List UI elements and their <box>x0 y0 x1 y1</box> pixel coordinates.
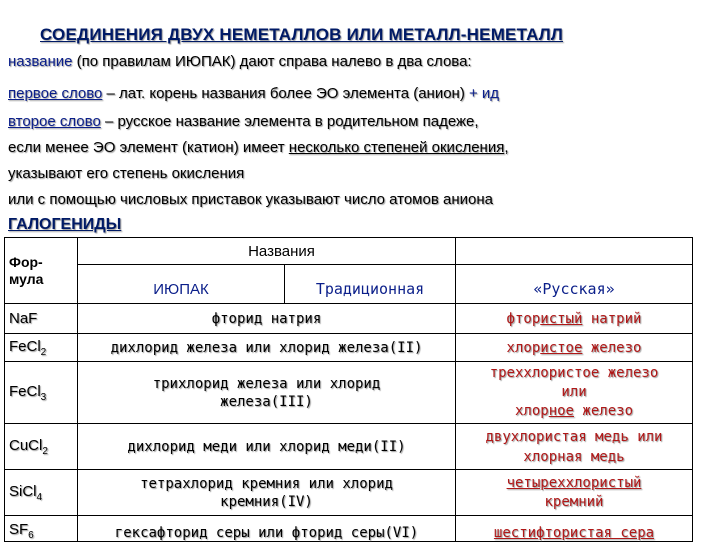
page-title: СОЕДИНЕНИЯ ДВУХ НЕМЕТАЛЛОВ ИЛИ МЕТАЛЛ-НЕМЕТАЛЛ <box>40 25 564 44</box>
names-header: Названия <box>78 238 456 265</box>
formula-header: Фор- мула <box>5 238 78 304</box>
russian-suffix: истое <box>540 339 583 356</box>
traditional-column-header: Традиционная <box>285 265 456 304</box>
formula-subscript: 3 <box>40 391 47 403</box>
second-word-label: второе слово <box>8 113 101 130</box>
russian-cell <box>456 424 693 470</box>
russian-rest: железо <box>582 339 642 356</box>
names-header-right <box>456 238 693 265</box>
halides-table <box>4 237 693 542</box>
russian-root: хлор <box>506 339 541 356</box>
formula-cell <box>5 516 78 542</box>
russian-root: хлор <box>514 403 549 419</box>
formula-base: FeCl <box>9 382 41 400</box>
russian-line <box>456 402 692 421</box>
name-word: название <box>8 53 73 70</box>
russian-root: фтор <box>506 310 541 327</box>
formula-cell <box>5 424 78 470</box>
russian-line: хлорная медь <box>523 448 625 465</box>
oxidation-line <box>8 139 509 156</box>
russian-cell <box>456 362 693 424</box>
russian-cell <box>456 334 693 362</box>
first-word-text: – лат. корень названия более ЭО элемента (анион) <box>102 85 469 102</box>
russian-cell <box>456 470 693 516</box>
russian-rest: натрий <box>582 310 642 327</box>
section-title: ГАЛОГЕНИДЫ <box>8 216 122 233</box>
formula-base: SiCl <box>9 482 37 500</box>
formula-base: FeCl <box>9 337 41 355</box>
formula-base: CuCl <box>9 436 43 454</box>
oxidation-end: , <box>504 139 509 156</box>
table-row <box>5 334 693 362</box>
russian-line: треххлористое железо <box>489 365 659 381</box>
second-word-line <box>8 113 479 130</box>
first-word-label: первое слово <box>8 85 103 102</box>
table-row <box>5 304 693 334</box>
indicate-line: указывают его степень окисления <box>8 165 245 182</box>
iupac-traditional-cell: фторид натрия <box>78 304 456 334</box>
table-row <box>5 516 693 542</box>
iupac-traditional-cell: дихлорид меди или хлорид меди(II) <box>78 424 456 470</box>
russian-line: четыреххлористый <box>506 474 642 491</box>
table-row <box>5 470 693 516</box>
russian-rest: железо <box>574 403 634 419</box>
prefix-line: или с помощью числовых приставок указывают число атомов аниона <box>8 191 493 208</box>
first-word-suffix: + ид <box>469 85 500 102</box>
russian-line: шестифтористая сера <box>493 525 655 541</box>
oxidation-underlined: несколько степеней окисления <box>288 139 505 156</box>
russian-line: или <box>561 384 587 400</box>
formula-base: SF <box>9 521 29 538</box>
iupac-traditional-cell: трихлорид железа или хлорид железа(III) <box>78 362 456 424</box>
formula-subscript: 6 <box>28 530 34 541</box>
russian-cell <box>456 516 693 542</box>
russian-suffix: ное <box>548 403 574 419</box>
second-word-text: – русское название элемента в родительном падеже, <box>100 113 479 130</box>
iupac-traditional-cell: тетрахлорид кремния или хлорид кремния(IV) <box>78 470 456 516</box>
table-row <box>5 424 693 470</box>
formula-subscript: 2 <box>40 346 47 358</box>
oxidation-text: если менее ЭО элемент (катион) имеет <box>8 139 289 156</box>
formula-cell <box>5 334 78 362</box>
formula-cell <box>5 362 78 424</box>
formula-subscript: 4 <box>36 491 43 503</box>
russian-column-header: «Русская» <box>456 265 693 304</box>
russian-cell <box>456 304 693 334</box>
formula-subscript: 2 <box>42 445 48 457</box>
formula-cell <box>5 470 78 516</box>
naming-rule-text: (по правилам ИЮПАК) дают справа налево в два слова: <box>72 53 472 70</box>
first-word-line <box>8 85 499 102</box>
formula-cell: NaF <box>5 304 78 334</box>
russian-line: двухлористая медь или <box>485 428 663 445</box>
russian-line: кремний <box>544 493 604 510</box>
naming-rule-line <box>8 53 472 70</box>
iupac-traditional-cell: дихлорид железа или хлорид железа(II) <box>78 334 456 362</box>
russian-suffix: истый <box>540 310 583 327</box>
table-row <box>5 362 693 424</box>
iupac-column-header: ИЮПАК <box>78 265 285 304</box>
iupac-traditional-cell: гексафторид серы или фторид серы(VI) <box>78 516 456 542</box>
